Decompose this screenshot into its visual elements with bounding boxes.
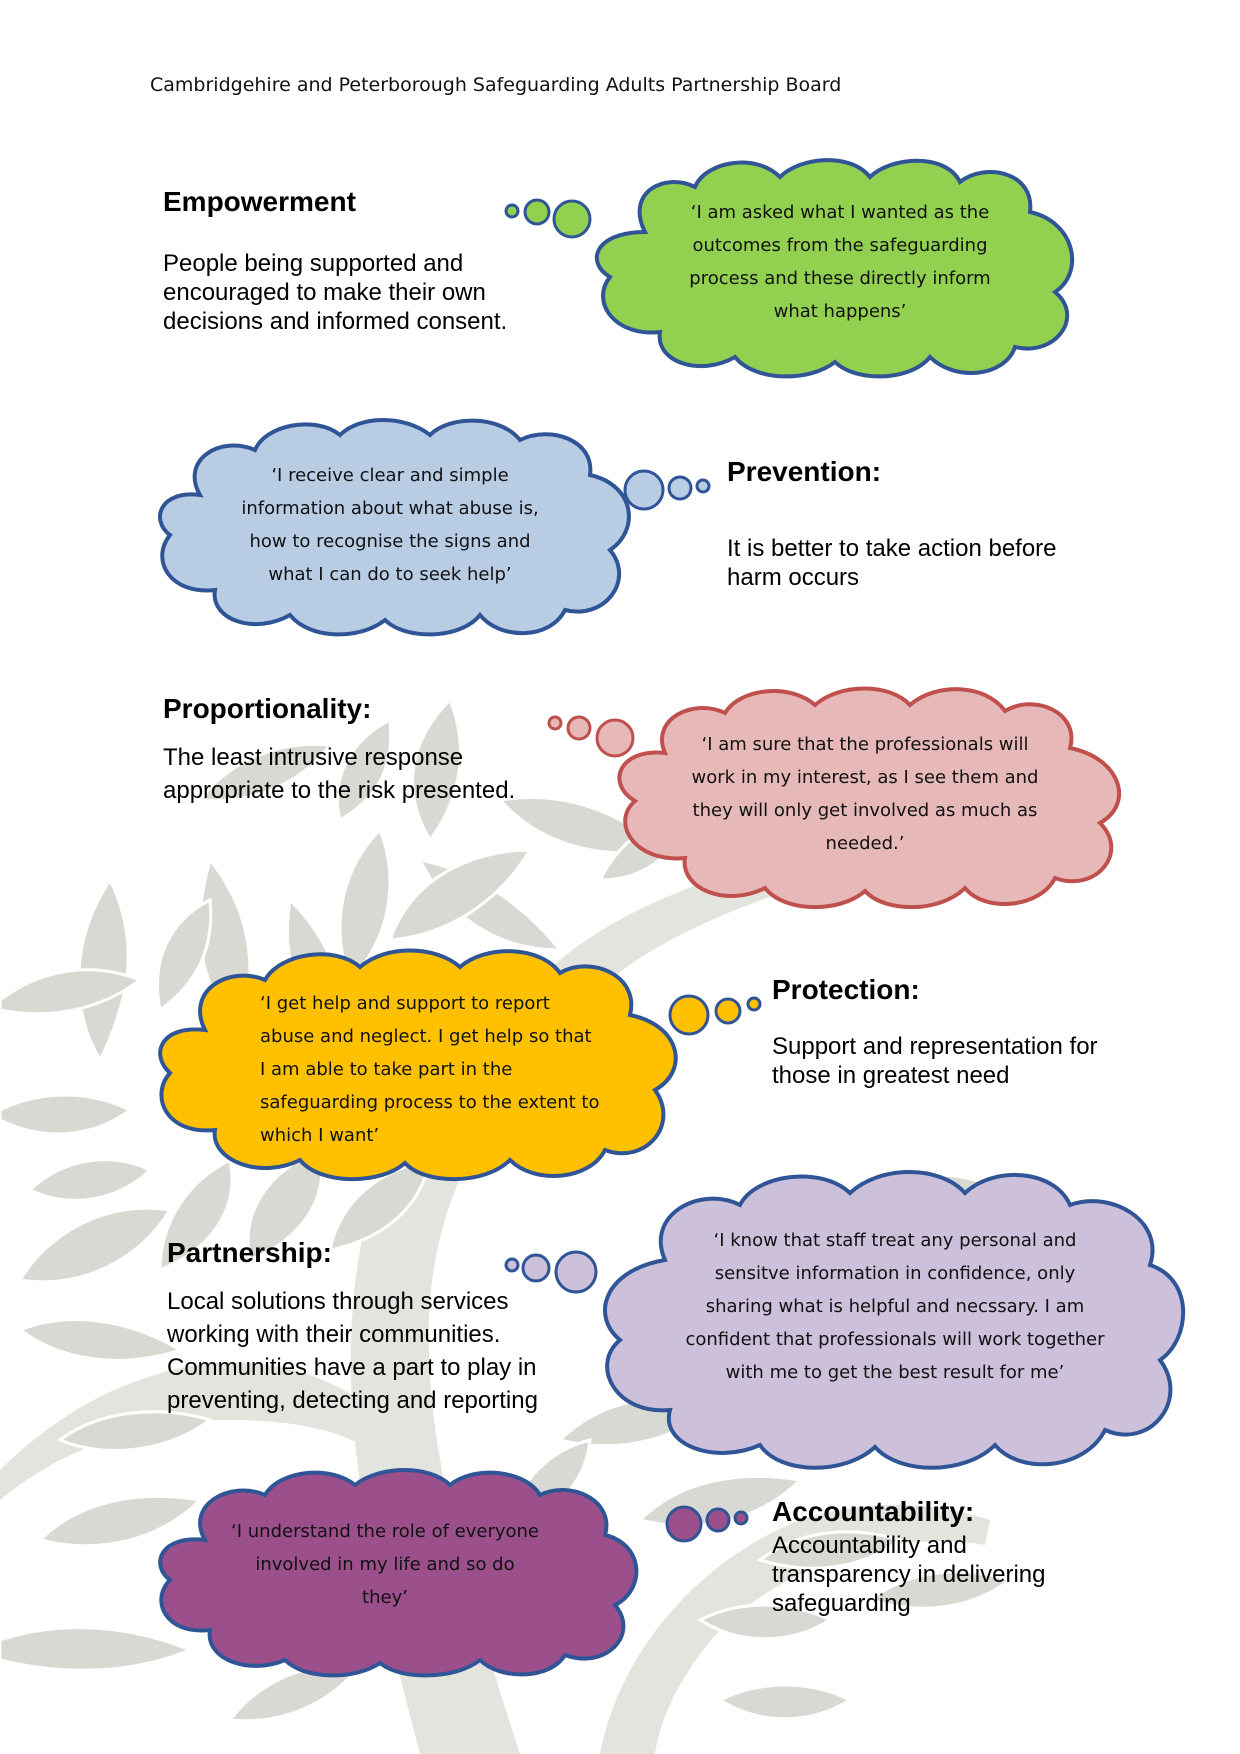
proportionality-title: Proportionality:: [163, 693, 372, 724]
protection-title: Protection:: [772, 974, 920, 1005]
empowerment-quote: ‘I am asked what I wanted as the outcomes from the safeguarding process and these directly inform what happens’: [689, 202, 991, 322]
accountability-quote: ‘I understand the role of everyone involved in my life and so do they’: [231, 1521, 539, 1608]
prevention-description: It is better to take action before harm occurs: [727, 535, 1057, 591]
partnership-thought-cloud: [590, 1165, 1190, 1475]
partnership-title: Partnership:: [167, 1237, 332, 1268]
protection-description: Support and representation for those in greatest need: [772, 1033, 1098, 1089]
thought-bubbles-prevention: [620, 465, 720, 515]
empowerment-title: Empowerment: [163, 186, 356, 217]
thought-bubbles-protection: [665, 990, 765, 1040]
empowerment-thought-cloud: [585, 152, 1095, 382]
document-header: Cambridgehire and Peterborough Safeguarding Adults Partnership Board: [150, 74, 842, 96]
prevention-thought-cloud: [150, 415, 640, 640]
protection-thought-cloud: [150, 945, 690, 1185]
accountability-description: Accountability and transparency in delivering safeguarding: [772, 1532, 1046, 1617]
proportionality-quote: ‘I am sure that the professionals will work in my interest, as I see them and they will only get involved as much as needed.’: [691, 734, 1039, 854]
proportionality-thought-cloud: [600, 683, 1140, 913]
prevention-title: Prevention:: [727, 456, 882, 487]
partnership-quote: ‘I know that staff treat any personal and sensitve information in confidence, only sharing what is helpful and necssary. I am confident that professionals will work together with me to get the best result for me’: [685, 1230, 1105, 1383]
prevention-quote: ‘I receive clear and simple information about what abuse is, how to recognise the signs and what I can do to seek help’: [241, 465, 539, 585]
partnership-description: Local solutions through services working with their communities. Communities have a part to play in preventing, detecting and reporting: [167, 1288, 538, 1414]
empowerment-description: People being supported and encouraged to make their own decisions and informed consent.: [163, 250, 508, 335]
thought-bubbles-accountability: [662, 1500, 762, 1550]
protection-quote: ‘I get help and support to report abuse and neglect. I get help so that I am able to take part in the safeguarding process to the extent to which I want’: [260, 993, 600, 1146]
accountability-thought-cloud: [150, 1465, 640, 1680]
proportionality-description: The least intrusive response appropriate to the risk presented.: [163, 744, 516, 804]
accountability-title: Accountability:: [772, 1496, 975, 1527]
